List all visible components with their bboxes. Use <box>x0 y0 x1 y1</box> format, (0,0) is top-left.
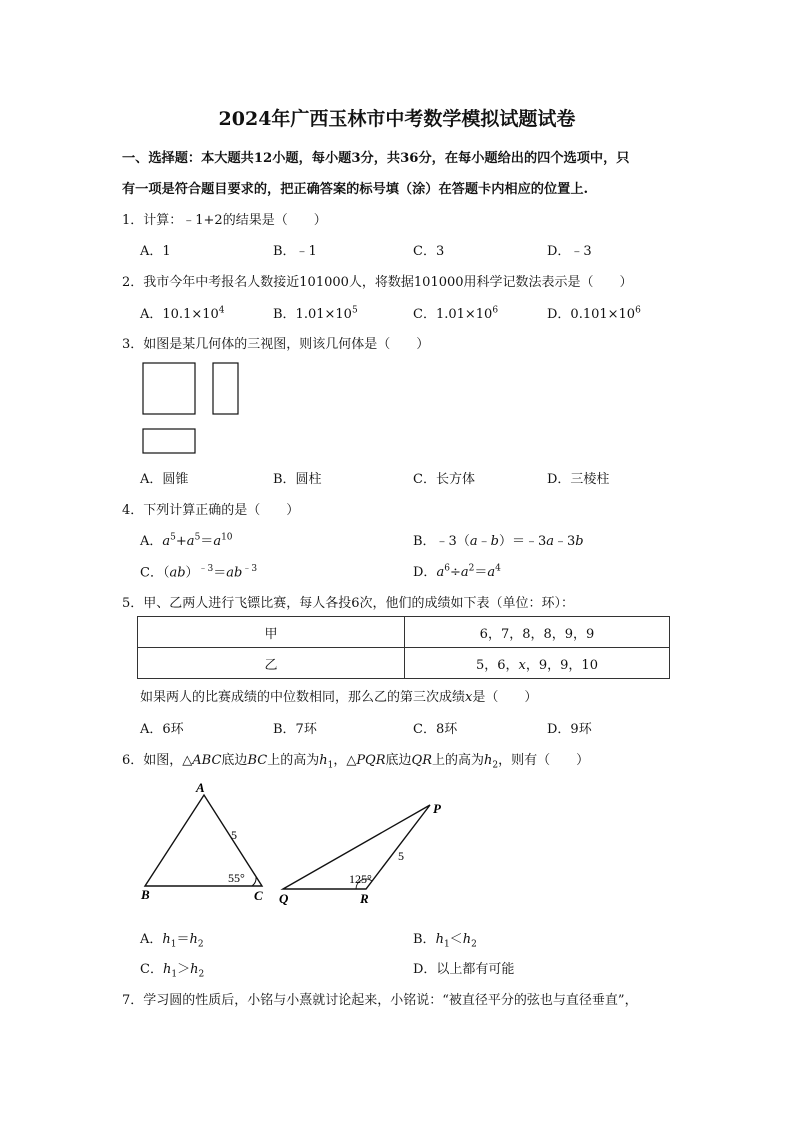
player-name-cell: 乙 <box>138 648 405 679</box>
q3-option-a: A．圆锥 <box>140 472 189 487</box>
q5-option-d: D．9环 <box>547 722 592 737</box>
q2-option-d: D．$0.101\times 10^6$ <box>547 305 641 322</box>
q6-option-a: A．$h_1=h_2$ <box>140 932 204 950</box>
q2-option-c: C．$1.01\times 10^6$ <box>413 305 499 322</box>
q6-option-b: B．$h_1<h_2$ <box>413 932 477 950</box>
q1-option-c: C．3 <box>413 244 445 259</box>
table-row <box>138 648 670 679</box>
q4-option-d: D．$a^6\div a^2=a^4$ <box>413 563 501 580</box>
player-name-cell: 甲 <box>138 617 405 648</box>
q6-option-d: D．以上都有可能 <box>413 962 515 977</box>
q1-option-a: A．1 <box>140 244 171 259</box>
question-5-stem: 5．甲、乙两人进行飞镖比赛，每人各投6次，他们的成绩如下表（单位：环）： <box>122 596 575 611</box>
question-5-followup: 如果两人的比赛成绩的中位数相同，那么乙的第三次成绩x是（ ） <box>140 690 538 705</box>
q6-option-c: C．$h_1>h_2$ <box>140 962 205 980</box>
vertex-c-label: C <box>254 888 263 903</box>
scores-cell: 6，7，8，8，9，9 <box>405 617 670 648</box>
side-view-rectangle <box>213 363 238 414</box>
score-table <box>137 616 670 679</box>
vertex-p-label: P <box>433 801 441 816</box>
question-2-stem: 2．我市今年中考报名人数接近101000人，将数据101000用科学记数法表示是（ ） <box>122 275 633 290</box>
q2-option-a: A．$10.1\times 10^4$ <box>140 305 225 322</box>
side-pr-label: 5 <box>398 849 404 863</box>
q5-option-a: A．6环 <box>140 722 184 737</box>
three-view-figure <box>140 360 250 460</box>
triangles-figure <box>130 776 460 906</box>
section-heading-line1: 一、选择题：本大题共12小题，每小题3分，共36分，在每小题给出的四个选项中，只 <box>122 151 630 166</box>
scores-cell: 5，6，x，9，9，10 <box>405 648 670 679</box>
question-7-stem: 7．学习圆的性质后，小铭与小熹就讨论起来，小铭说：“被直径平分的弦也与直径垂直”， <box>122 993 638 1008</box>
angle-c-arc <box>252 877 256 886</box>
vertex-a-label: A <box>196 780 205 795</box>
q2-option-b: B．$1.01\times 10^5$ <box>273 305 358 322</box>
question-4-stem: 4．下列计算正确的是（ ） <box>122 503 300 518</box>
side-ac-label: 5 <box>231 828 237 842</box>
q4-option-b: B．﹣3（a﹣b）＝﹣3a﹣3b <box>413 534 584 549</box>
q5-option-b: B．7环 <box>273 722 317 737</box>
page-title: 2024年广西玉林市中考数学模拟试题试卷 <box>218 108 576 130</box>
table-row <box>138 617 670 648</box>
question-3-stem: 3．如图是某几何体的三视图，则该几何体是（ ） <box>122 337 430 352</box>
q5-option-c: C．8环 <box>413 722 458 737</box>
q3-option-d: D．三棱柱 <box>547 472 610 487</box>
top-view-rectangle <box>143 429 195 453</box>
q4-option-a: A．$a^5+a^5=a^{10}$ <box>140 532 233 549</box>
vertex-q-label: Q <box>279 891 289 906</box>
front-view-square <box>143 363 195 414</box>
angle-c-label: 55° <box>228 871 245 885</box>
q3-option-b: B．圆柱 <box>273 472 322 487</box>
q4-option-c: C．$(ab)^{﹣3}=ab^{﹣3}$ <box>140 564 258 581</box>
vertex-b-label: B <box>141 887 150 902</box>
question-1-stem: 1．计算：﹣1+2的结果是（ ） <box>122 213 327 228</box>
angle-r-label: 125° <box>349 872 372 886</box>
q3-option-c: C．长方体 <box>413 472 475 487</box>
q1-option-b: B．﹣1 <box>273 244 317 259</box>
section-heading-line2: 有一项是符合题目要求的，把正确答案的标号填（涂）在答题卡内相应的位置上. <box>122 182 589 197</box>
question-6-stem: 6．如图，△ABC底边BC上的高为$h_1$，△PQR底边QR上的高为$h_2$，则有（ ） <box>122 753 590 771</box>
vertex-r-label: R <box>360 891 369 906</box>
q1-option-d: D．﹣3 <box>547 244 592 259</box>
